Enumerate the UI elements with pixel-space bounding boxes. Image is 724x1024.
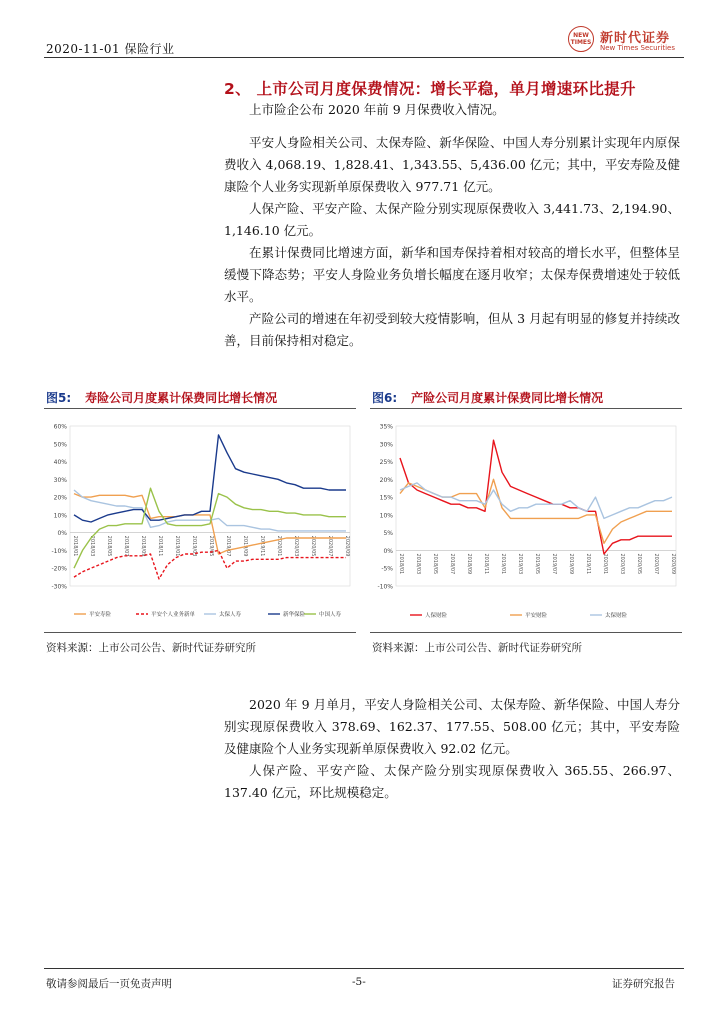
x-tick-label: 2020/07: [327, 535, 333, 557]
y-tick-label: 25%: [379, 459, 393, 467]
figure-6-source: 资料来源：上市公司公告、新时代证券研究所: [372, 642, 582, 654]
y-tick-label: -10%: [51, 547, 67, 555]
footer-report-type: 证券研究报告: [612, 978, 675, 990]
x-tick-label: 2018/11: [157, 535, 163, 557]
x-tick-label: 2019/11: [259, 535, 265, 557]
y-tick-label: -10%: [377, 583, 393, 591]
y-tick-label: -20%: [51, 565, 67, 573]
y-tick-label: -5%: [381, 565, 393, 573]
legend-label: 平安寿险: [89, 612, 112, 618]
x-tick-label: 2020/05: [310, 535, 316, 557]
series-line-2: [400, 479, 672, 543]
x-tick-label: 2019/03: [517, 553, 523, 575]
x-tick-label: 2019/05: [534, 553, 540, 575]
paragraph-4: 在累计保费同比增速方面，新华和国寿保持着相对较高的增长水平，但整体呈缓慢下降态势；平安人身险业务负增长幅度在逐月收窄；太保寿保费增速处于较低水平。: [224, 245, 680, 304]
paragraph-6: 2020 年 9 月单月，平安人身险相关公司、太保寿险、新华保险、中国人寿分别实现原保费收入 378.69、162.37、177.55、508.00 亿元；其中，平安寿险及健康险个人业务实现新单原保费收入 92.02 亿元。: [224, 697, 680, 756]
figure-5-title: [46, 389, 277, 406]
legend-label: 平安财险: [525, 613, 548, 619]
x-tick-label: 2020/07: [653, 553, 659, 575]
header-date-industry: 2020-11-01 保险行业: [46, 42, 175, 56]
paragraph-2: 平安人身险相关公司、太保寿险、新华保险、中国人寿分别累计实现年内原保费收入 4,068.19、1,828.41、1,343.55、5,436.00 亿元；其中，平安寿险及健康险个人业务实现新单原保费收入 977.71 亿元。: [224, 135, 680, 194]
y-tick-label: 10%: [53, 512, 67, 520]
series-line-4: [74, 435, 346, 522]
y-tick-label: 10%: [379, 512, 393, 520]
y-tick-label: 50%: [53, 441, 67, 449]
y-tick-label: 20%: [379, 476, 393, 484]
y-tick-label: 35%: [379, 423, 393, 431]
y-tick-label: 60%: [53, 423, 67, 431]
paragraph-1: 上市险企公布 2020 年前 9 月保费收入情况。: [249, 102, 505, 117]
x-tick-label: 2018/09: [466, 553, 472, 575]
x-tick-label: 2018/05: [106, 535, 112, 557]
x-tick-label: 2020/05: [636, 553, 642, 575]
figure-6-rule: [370, 408, 682, 409]
y-tick-label: 20%: [53, 494, 67, 502]
footer-divider: [44, 968, 684, 969]
x-tick-label: 2020/01: [602, 553, 608, 575]
x-tick-label: 2018/07: [123, 535, 129, 557]
figure-6-chart: [370, 414, 682, 624]
legend-label: 太保财险: [605, 613, 628, 619]
legend-label: 太保人寿: [219, 612, 242, 618]
paragraph-7: 人保产险、平安产险、太保产险分别实现原保费收入 365.55、266.97、137.40 亿元，环比规模稳定。: [224, 763, 680, 800]
legend-label: 新华保险: [283, 612, 306, 618]
y-tick-label: 0%: [383, 547, 393, 555]
x-tick-label: 2018/11: [483, 553, 489, 575]
figure-6-bottom-rule: [370, 632, 682, 633]
logo-name-cn: 新时代证券: [600, 31, 671, 46]
x-tick-label: 2019/05: [208, 535, 214, 557]
x-tick-label: 2020/03: [293, 535, 299, 557]
legend-label: 中国人寿: [319, 612, 342, 618]
x-tick-label: 2018/07: [449, 553, 455, 575]
y-tick-label: 15%: [379, 494, 393, 502]
x-tick-label: 2018/01: [72, 535, 78, 557]
y-tick-label: -30%: [51, 583, 67, 591]
legend-label: 平安个人业务新单: [151, 612, 196, 618]
logo-name-en: New Times Securities: [600, 44, 675, 52]
legend-label: 人保财险: [425, 613, 448, 619]
paragraph-3: 人保产险、平安产险、太保产险分别实现原保费收入 3,441.73、2,194.90、1,146.10 亿元。: [224, 201, 680, 238]
company-logo: [568, 24, 693, 58]
x-tick-label: 2018/01: [398, 553, 404, 575]
figure-5-number: 图5:: [46, 391, 72, 405]
paragraph-5: 产险公司的增速在年初受到较大疫情影响，但从 3 月起有明显的修复并持续改善，目前保持相对稳定。: [224, 311, 680, 348]
x-tick-label: 2019/01: [500, 553, 506, 575]
logo-badge: NEW TIMES: [568, 26, 594, 52]
x-tick-label: 2018/09: [140, 535, 146, 557]
header-divider: [44, 57, 684, 58]
x-tick-label: 2020/01: [276, 535, 282, 557]
x-tick-label: 2019/03: [191, 535, 197, 557]
x-tick-label: 2019/09: [568, 553, 574, 575]
x-tick-label: 2020/03: [619, 553, 625, 575]
x-tick-label: 2018/03: [415, 553, 421, 575]
figure-5-rule: [44, 408, 356, 409]
x-tick-label: 2018/03: [89, 535, 95, 557]
x-tick-label: 2019/07: [225, 535, 231, 557]
figure-6-title: [372, 389, 603, 406]
x-tick-label: 2019/09: [242, 535, 248, 557]
figure-6-number: 图6:: [372, 391, 398, 405]
footer-disclaimer: 敬请参阅最后一页免责声明: [46, 978, 172, 990]
x-tick-label: 2020/09: [670, 553, 676, 575]
x-tick-label: 2018/05: [432, 553, 438, 575]
y-tick-label: 30%: [53, 476, 67, 484]
y-tick-label: 30%: [379, 441, 393, 449]
x-tick-label: 2020/09: [344, 535, 350, 557]
y-tick-label: 40%: [53, 459, 67, 467]
section-title: 2、 上市公司月度保费情况：增长平稳，单月增速环比提升: [224, 80, 636, 98]
x-tick-label: 2019/01: [174, 535, 180, 557]
figure-5-caption: 寿险公司月度累计保费同比增长情况: [85, 391, 278, 405]
x-tick-label: 2019/11: [585, 553, 591, 575]
x-tick-label: 2019/07: [551, 553, 557, 575]
figure-5-bottom-rule: [44, 632, 356, 633]
page-number: -5-: [352, 976, 366, 988]
figure-5-chart: [44, 414, 356, 624]
y-tick-label: 5%: [383, 530, 393, 538]
y-tick-label: 0%: [57, 530, 67, 538]
figure-5-source: 资料来源：上市公司公告、新时代证券研究所: [46, 642, 256, 654]
figure-6-caption: 产险公司月度累计保费同比增长情况: [411, 391, 604, 405]
